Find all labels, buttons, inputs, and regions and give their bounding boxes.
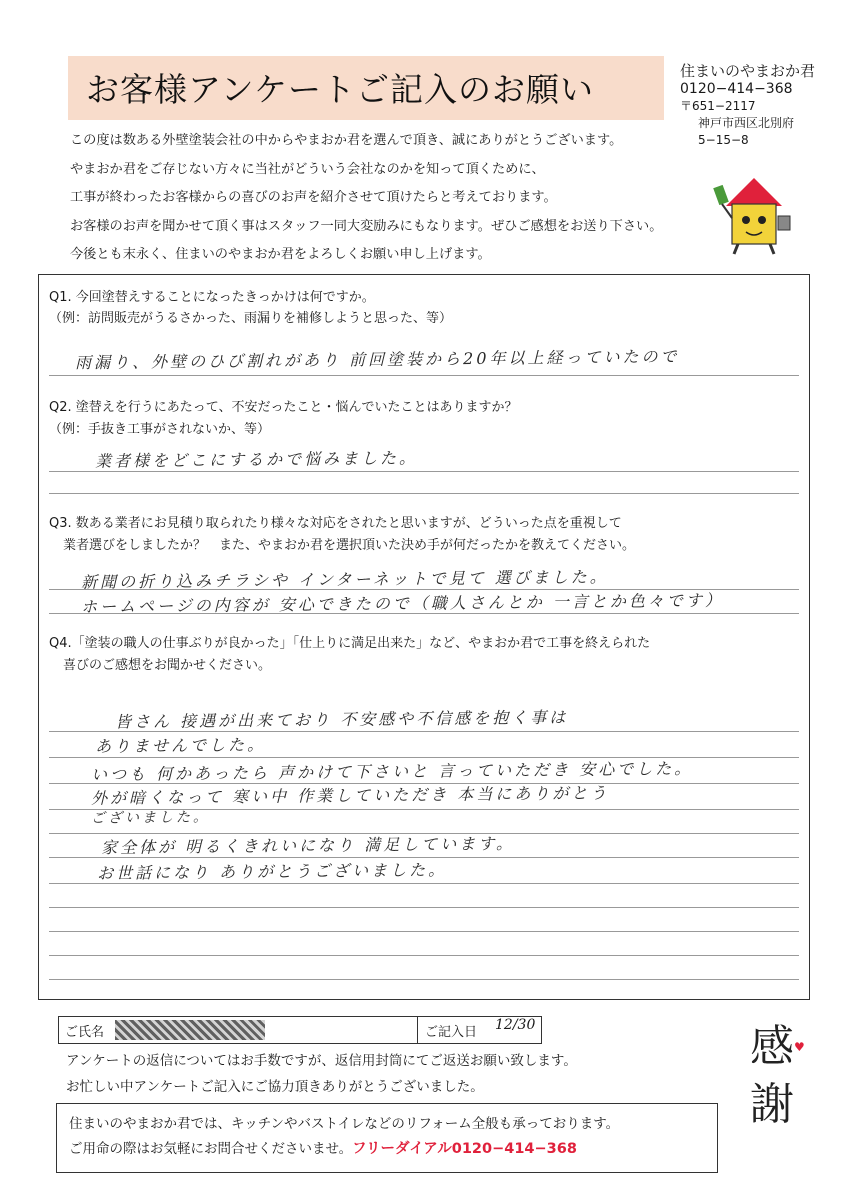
- q4-answer-line: ありませんでした。: [94, 735, 267, 756]
- date-label: ご記入日: [425, 1025, 478, 1040]
- company-address-2: 5−15−8: [698, 133, 749, 147]
- redacted-name: [115, 1020, 265, 1040]
- answer-line: [49, 979, 799, 980]
- answer-line: [49, 907, 799, 908]
- name-label: ご氏名: [65, 1025, 105, 1040]
- q4-answer-line: 外が暗くなって 寒い中 作業していただき 本当にありがとう: [90, 783, 610, 808]
- q1-example: （例：訪問販売がうるさかった、雨漏りを補修しようと思った、等）: [49, 311, 453, 326]
- freedial-number: フリーダイアル0120−414−368: [352, 1141, 577, 1157]
- q3-answer-line-1: 新聞の折り込みチラシや インターネットで見て 選びました。: [80, 567, 609, 592]
- answer-line: [49, 471, 799, 472]
- name-date-row: [58, 1016, 542, 1044]
- q4-answer-line: 家全体が 明るくきれいになり 満足しています。: [100, 833, 516, 858]
- answer-line: [49, 613, 799, 614]
- q1-answer: 雨漏り、外壁のひび割れがあり 前回塗装から20年以上経っていたので: [74, 346, 680, 373]
- date-value: 12/30: [495, 1017, 536, 1033]
- q4-answer-line: ございました。: [90, 809, 211, 827]
- intro-line: 今後とも末永く、住まいのやまおか君をよろしくお願い申し上げます。: [70, 247, 491, 262]
- answer-line: [49, 375, 799, 376]
- intro-line: 工事が終わったお客様からの喜びのお声を紹介させて頂けたらと考えております。: [70, 190, 557, 205]
- answer-line: [49, 931, 799, 932]
- return-note-line: お忙しい中アンケートご記入にご協力頂きありがとうございました。: [66, 1079, 484, 1095]
- q4-question-line-1: Q4.「塗装の職人の仕事ぶりが良かった」「仕上りに満足出来た」など、やまおか君で工事を終えられた: [49, 636, 651, 651]
- answer-line: [49, 955, 799, 956]
- questionnaire-box: [38, 274, 810, 1000]
- intro-text: [70, 127, 662, 270]
- intro-line: この度は数ある外壁塗装会社の中からやまおか君を選んで頂き、誠にありがとうございます。: [70, 133, 623, 148]
- q4-answer-line: 皆さん 接遇が出来ており 不安感や不信感を抱く事は: [114, 707, 569, 732]
- answer-line: [49, 731, 799, 732]
- intro-line: お客様のお声を聞かせて頂く事はスタッフ一同大変励みにもなります。ぜひご感想をお送り下さい。: [70, 218, 663, 234]
- intro-line: やまおか君をご存じない方々に当社がどういう会社なのかを知って頂くために、: [70, 161, 545, 177]
- q4-answer-line: お世話になり ありがとうございました。: [96, 860, 448, 883]
- page-title: お客様アンケートご記入のお願い: [86, 70, 595, 109]
- q3-question-line-2: 業者選びをしましたか？ また、やまおか君を選択頂いた決め手が何だったかを教えてください。: [63, 538, 636, 553]
- reform-notice-line-2-text: ご用命の際はお気軽にお問合せくださいませ。: [69, 1141, 353, 1157]
- q2-example: （例：手抜き工事がされないか、等）: [49, 422, 271, 437]
- q4-answer-line: いつも 何かあったら 声かけて下さいと 言っていただき 安心でした。: [90, 758, 694, 785]
- q2-question: Q2. 塗替えを行うにあたって、不安だったこと・悩んでいたことはありますか？: [49, 400, 518, 415]
- kansha-char-1: 感: [750, 1021, 794, 1072]
- company-name: 住まいのやまおか君: [680, 62, 816, 80]
- answer-line: [49, 883, 799, 884]
- company-postal: 〒651−2117: [680, 99, 756, 113]
- reform-notice-line-2: [69, 1137, 619, 1162]
- reform-notice-line-1: 住まいのやまおか君では、キッチンやバストイレなどのリフォーム全般も承っております。: [69, 1116, 620, 1132]
- company-address-1: 神戸市西区北別府: [698, 116, 795, 130]
- reform-notice-text: [69, 1112, 619, 1162]
- q3-answer-line-2: ホームページの内容が 安心できたので（職人さんとか 一言とか色々です）: [80, 590, 724, 617]
- divider: [417, 1017, 418, 1043]
- company-phone: 0120−414−368: [680, 81, 793, 97]
- heart-icon: ♥: [794, 1040, 805, 1054]
- return-note: [66, 1048, 577, 1100]
- kansha-char-2: 謝: [750, 1079, 794, 1130]
- company-info: [680, 62, 815, 149]
- reform-notice-box: [56, 1103, 718, 1173]
- q1-question: Q1. 今回塗替えすることになったきっかけは何ですか。: [49, 290, 375, 305]
- kansha-calligraphy: [742, 1018, 805, 1134]
- house-mascot-icon: [712, 168, 796, 258]
- answer-line: [49, 493, 799, 494]
- return-note-line: アンケートの返信についてはお手数ですが、返信用封筒にてご返送お願い致します。: [66, 1053, 577, 1069]
- q4-question-line-2: 喜びのご感想をお聞かせください。: [63, 658, 272, 673]
- q2-answer: 業者様をどこにするかで悩みました。: [94, 448, 419, 471]
- q3-question-line-1: Q3. 数ある業者にお見積り取られたり様々な対応をされたと思いますが、どういった点を重視して: [49, 516, 622, 531]
